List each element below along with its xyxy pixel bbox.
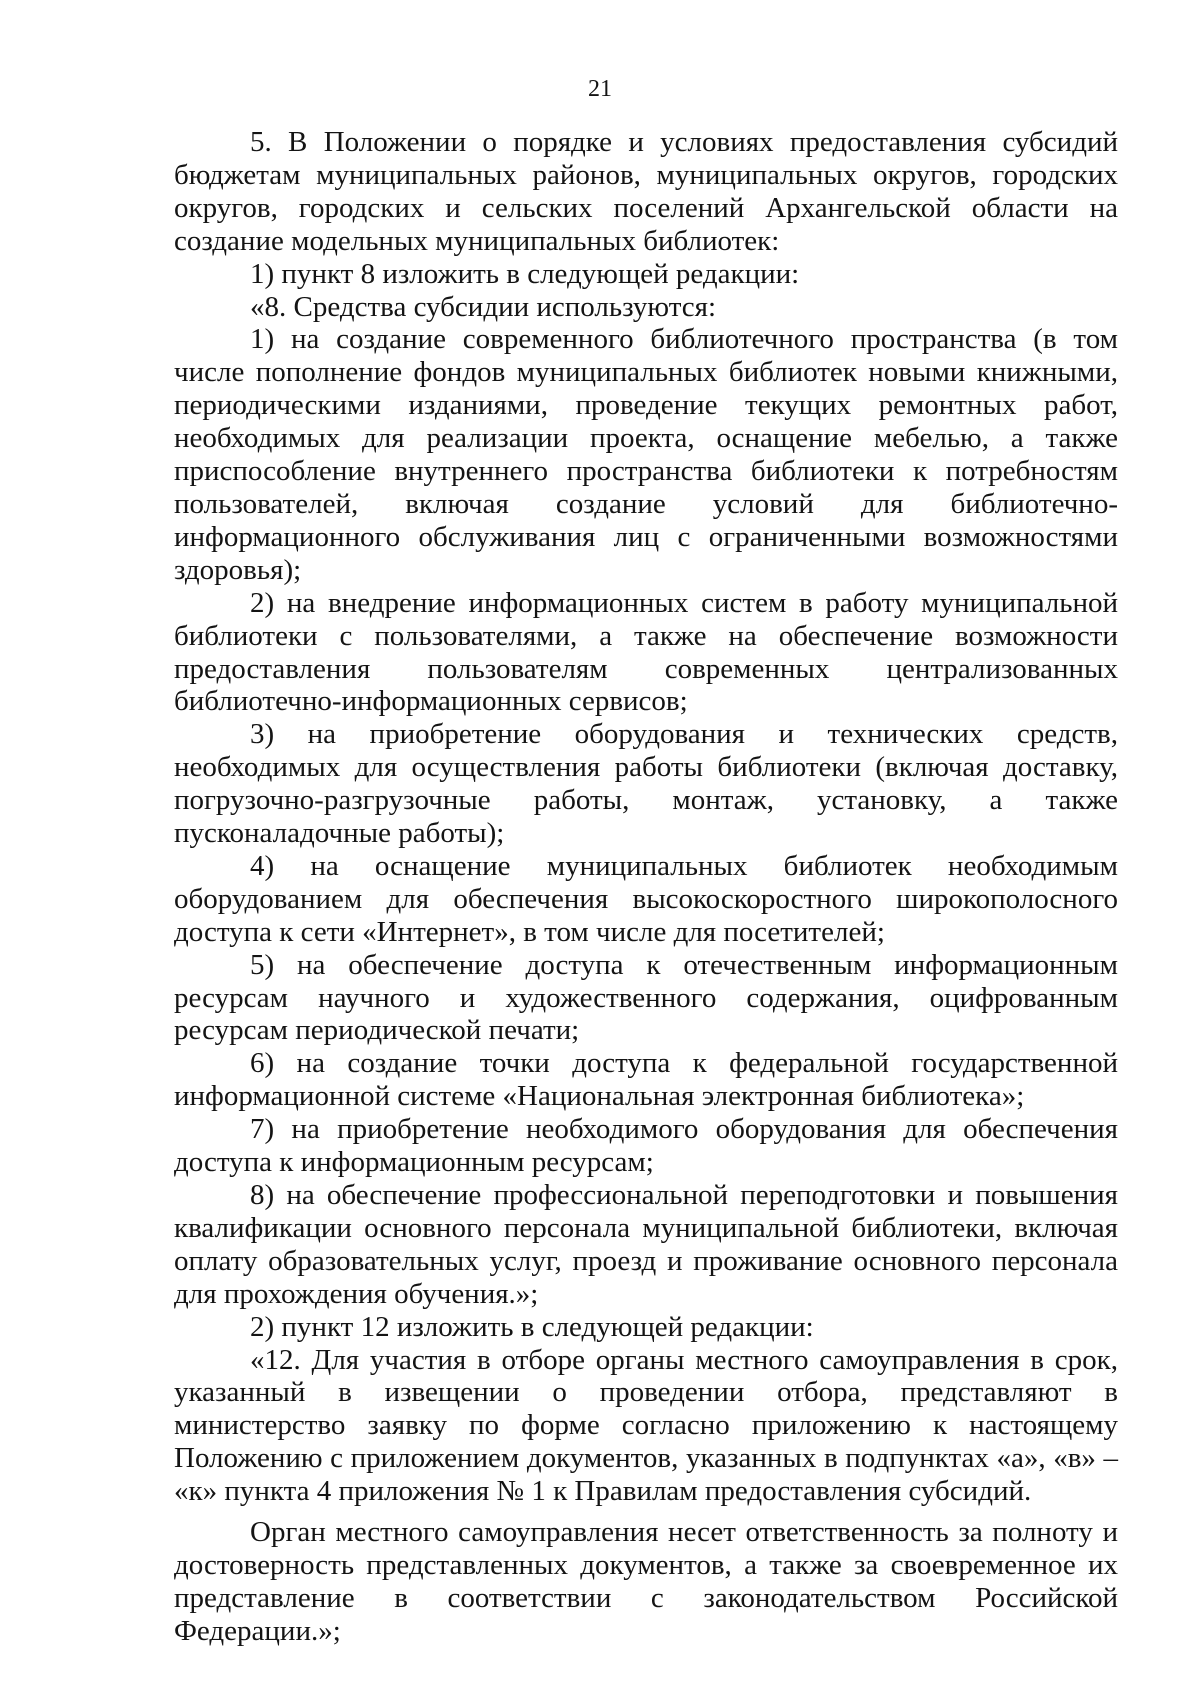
paragraph-subitem-2: 2) на внедрение информационных систем в работу муниципальной библиотеки с пользователями, а также на обеспечение возможности предоставления пользователям современных централизованных библиотечно-информационных сервисов; [174,586,1118,718]
paragraph-subitem-7: 7) на приобретение необходимого оборудования для обеспечения доступа к информационным ресурсам; [174,1113,1118,1179]
paragraph-responsibility: Орган местного самоуправления несет ответственность за полноту и достоверность представленных документов, а также за своевременное их представление в соответствии с законодательством Российской Федерации.»; [174,1516,1118,1647]
paragraph-point-8-heading: «8. Средства субсидии используются: [250,290,717,323]
paragraph-intro: 5. В Положении о порядке и условиях предоставления субсидий бюджетам муниципальных районов, муниципальных округов, городских округов, городских и сельских поселений Архангельской области на создание модельных муниципальных библиотек: [174,126,1118,257]
paragraph-subitem-8: 8) на обеспечение профессиональной переподготовки и повышения квалификации основного персонала муниципальной библиотеки, включая оплату образовательных услуг, проезд и проживание основного персонала для прохождения обучения.»; [174,1179,1118,1310]
paragraph-subitem-4: 4) на оснащение муниципальных библиотек необходимым оборудованием для обеспечения высокоскоростного широкополосного доступа к сети «Интернет», в том числе для посетителей; [174,849,1118,948]
page-number: 21 [588,76,612,102]
document-body [174,126,1118,1648]
paragraph-subitem-1: 1) на создание современного библиотечного пространства (в том числе пополнение фондов муниципальных библиотек новыми книжными, периодическими изданиями, проведение текущих ремонтных работ, необходимых для реализации проекта, оснащение мебелью, а также приспособление внутреннего пространства библиотеки к потребностям пользователей, включая создание условий для библиотечно-информационного обслуживания лиц с ограниченными возможностями здоровья); [174,323,1118,586]
paragraph-subitem-3: 3) на приобретение оборудования и технических средств, необходимых для осуществления работы библиотеки (включая доставку, погрузочно-разгрузочные работы, монтаж, установку, а также пусконаладочные работы); [174,718,1118,850]
paragraph-item-2-point-12: 2) пункт 12 изложить в следующей редакции: [250,1310,814,1343]
paragraph-item-1-point-8: 1) пункт 8 изложить в следующей редакции: [250,257,800,290]
paragraph-subitem-5: 5) на обеспечение доступа к отечественным информационным ресурсам научного и художественного содержания, оцифрованным ресурсам периодической печати; [174,948,1118,1047]
paragraph-point-12-text: «12. Для участия в отборе органы местного самоуправления в срок, указанный в извещении о проведении отбора, представляют в министерство заявку по форме согласно приложению к настоящему Положению с приложением документов, указанных в подпунктах «а», «в» – «к» пункта 4 приложения № 1 к Правилам предоставления субсидий. [174,1343,1118,1508]
paragraph-subitem-6: 6) на создание точки доступа к федеральной государственной информационной системе «Национальная электронная библиотека»; [174,1047,1118,1113]
